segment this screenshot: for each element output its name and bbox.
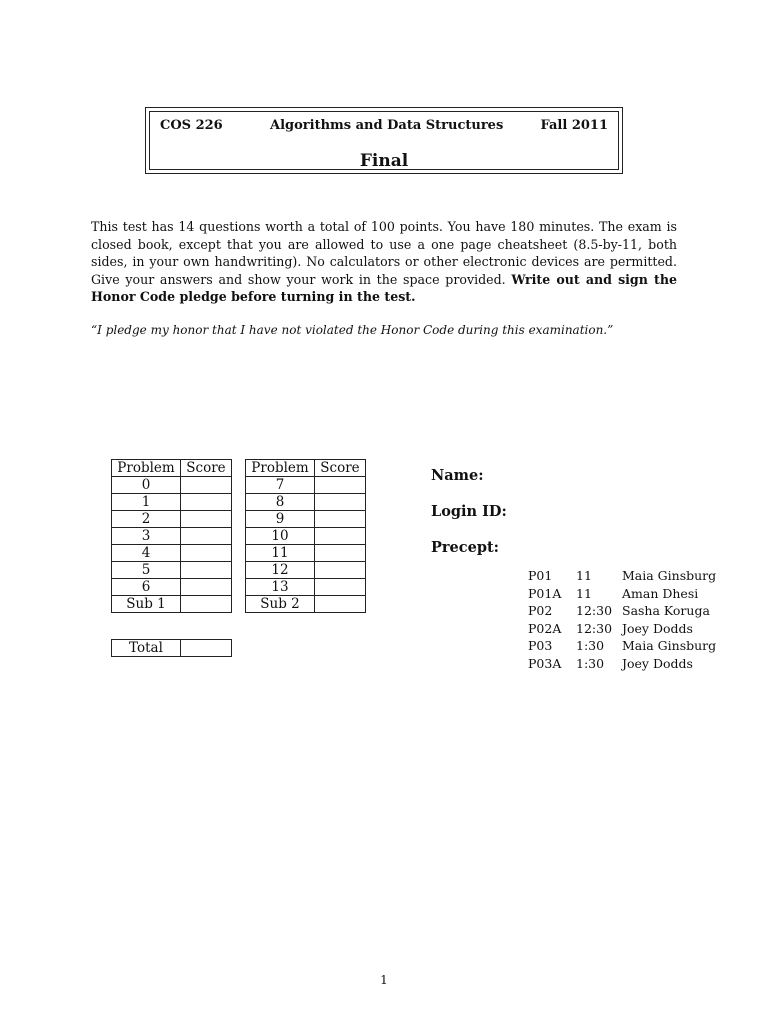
score-table-left [111, 459, 232, 613]
problem-number-cell: 10 [246, 528, 315, 545]
precept-instructor: Sasha Koruga [622, 603, 710, 619]
problem-number-cell: 11 [246, 545, 315, 562]
course-term: Fall 2011 [540, 118, 608, 133]
table-row [112, 494, 232, 511]
score-cell[interactable] [181, 477, 232, 494]
score-cell[interactable] [315, 596, 366, 613]
total-score-table [111, 639, 232, 657]
total-row [112, 640, 232, 657]
precept-code: P03 [528, 638, 553, 654]
precept-code: P03A [528, 655, 562, 671]
score-cell[interactable] [181, 545, 232, 562]
problem-header: Problem [246, 460, 315, 477]
precept-time: 12:30 [576, 603, 613, 619]
table-row [246, 562, 366, 579]
problem-number-cell: 2 [112, 511, 181, 528]
table-row [246, 494, 366, 511]
problem-number-cell: 4 [112, 545, 181, 562]
table-header-row [112, 460, 232, 477]
score-header: Score [315, 460, 366, 477]
precept-code: P01A [528, 585, 562, 601]
score-cell[interactable] [181, 562, 232, 579]
score-cell[interactable] [315, 511, 366, 528]
problem-number-cell: 9 [246, 511, 315, 528]
exam-instructions [91, 218, 677, 306]
score-cell[interactable] [181, 528, 232, 545]
precept-row [528, 620, 716, 638]
score-table-right-body [246, 460, 366, 613]
precept-row [528, 585, 716, 603]
precept-label: Precept: [431, 539, 500, 556]
score-cell[interactable] [315, 477, 366, 494]
table-row [112, 528, 232, 545]
exam-title: Final [359, 151, 409, 171]
honor-pledge: “I pledge my honor that I have not violated the Honor Code during this examination.” [91, 323, 614, 337]
problem-number-cell: 8 [246, 494, 315, 511]
precept-row [528, 567, 716, 585]
precept-row [528, 602, 716, 620]
problem-number-cell: 0 [112, 477, 181, 494]
table-row [246, 528, 366, 545]
score-cell[interactable] [181, 579, 232, 596]
score-cell[interactable] [315, 579, 366, 596]
precept-list [528, 567, 716, 673]
score-cell[interactable] [181, 596, 232, 613]
table-row [246, 511, 366, 528]
table-row [112, 545, 232, 562]
exam-header-inner-box [149, 111, 619, 170]
precept-instructor: Maia Ginsburg [622, 638, 717, 654]
precept-code: P02 [528, 603, 553, 619]
score-cell[interactable] [315, 528, 366, 545]
precept-code: P01 [528, 568, 553, 583]
score-cell[interactable] [315, 562, 366, 579]
total-score-cell[interactable] [181, 640, 232, 657]
precept-time: 11 [576, 585, 592, 601]
table-header-row [246, 460, 366, 477]
score-cell[interactable] [315, 494, 366, 511]
table-row [112, 477, 232, 494]
precept-time: 12:30 [576, 620, 613, 636]
table-row [246, 545, 366, 562]
table-row [246, 579, 366, 596]
table-row [112, 579, 232, 596]
score-table-right [245, 459, 366, 613]
precept-instructor: Joey Dodds [622, 655, 693, 671]
score-cell[interactable] [315, 545, 366, 562]
problem-number-cell: 5 [112, 562, 181, 579]
table-row [112, 562, 232, 579]
problem-number-cell: 13 [246, 579, 315, 596]
problem-number-cell: 1 [112, 494, 181, 511]
course-code: COS 226 [160, 118, 223, 133]
problem-number-cell: 7 [246, 477, 315, 494]
instructions-bold-text: Write out and sign the Honor Code pledge before turning in the test. [91, 271, 677, 305]
problem-number-cell: Sub 2 [246, 596, 315, 613]
name-label: Name: [431, 467, 484, 484]
precept-time: 1:30 [576, 638, 605, 654]
precept-instructor: Joey Dodds [622, 620, 693, 636]
instructions-text: This test has 14 questions worth a total of 100 points. You have 180 minutes. The exam is closed book, except that you are allowed to use a one page cheatsheet (8.5-by-11, both sides, in your own handwriting). No calculators or other electronic devices are permitted. Give your answers and show your work in the space provided. [91, 219, 677, 287]
precept-instructor: Aman Dhesi [622, 585, 699, 601]
precept-row [528, 637, 716, 655]
precept-time: 11 [576, 568, 592, 583]
precept-time: 1:30 [576, 655, 605, 671]
exam-header-box [145, 107, 623, 174]
precept-instructor: Maia Ginsburg [622, 568, 717, 583]
total-label: Total [112, 640, 181, 657]
problem-number-cell: 3 [112, 528, 181, 545]
table-row [112, 511, 232, 528]
score-table-left-body [112, 460, 232, 613]
problem-header: Problem [112, 460, 181, 477]
page-number: 1 [380, 973, 388, 987]
score-cell[interactable] [181, 511, 232, 528]
table-row [112, 596, 232, 613]
login-id-label: Login ID: [431, 503, 507, 520]
course-subject: Algorithms and Data Structures [270, 118, 504, 133]
precept-row [528, 655, 716, 673]
table-row [246, 596, 366, 613]
problem-number-cell: 12 [246, 562, 315, 579]
precept-code: P02A [528, 620, 562, 636]
problem-number-cell: 6 [112, 579, 181, 596]
problem-number-cell: Sub 1 [112, 596, 181, 613]
table-row [246, 477, 366, 494]
score-header: Score [181, 460, 232, 477]
score-cell[interactable] [181, 494, 232, 511]
